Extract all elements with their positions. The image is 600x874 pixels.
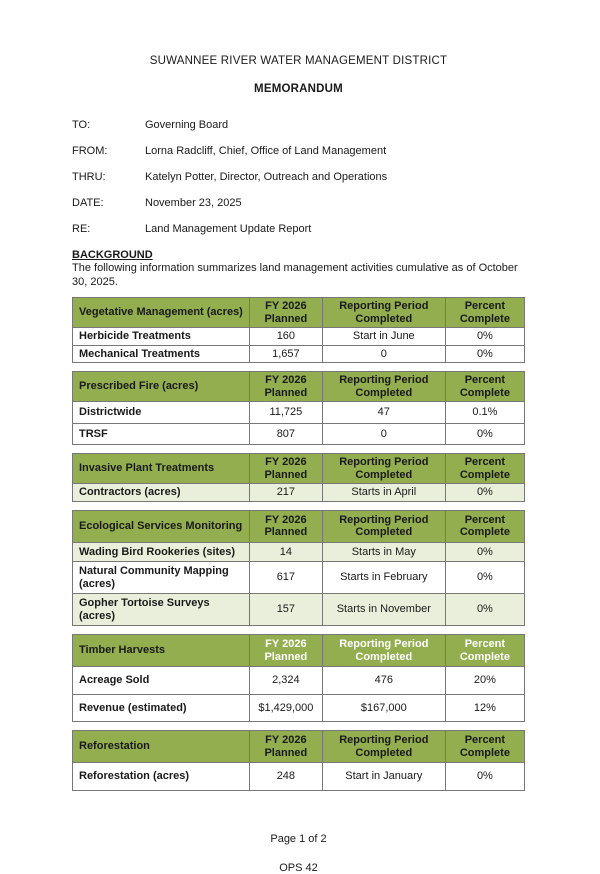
row-value-planned: 248 bbox=[249, 763, 322, 791]
row-value-completed: $167,000 bbox=[322, 694, 445, 722]
table-vegetative-management-acres bbox=[72, 297, 525, 363]
column-header: Percent Complete bbox=[445, 454, 524, 484]
row-value-percent: 0% bbox=[445, 328, 524, 346]
table-ecological-services-monitoring bbox=[72, 510, 525, 627]
table-row bbox=[73, 328, 525, 346]
column-header: FY 2026 Planned bbox=[249, 510, 322, 542]
row-label: Gopher Tortoise Surveys (acres) bbox=[73, 594, 250, 626]
background-paragraph: The following information summarizes land management activities cumulative as of October 30, 2025. bbox=[72, 262, 518, 288]
row-value-completed: Starts in February bbox=[322, 562, 445, 594]
row-value-percent: 12% bbox=[445, 694, 524, 722]
column-header: Percent Complete bbox=[445, 635, 524, 667]
doc-type-title: MEMORANDUM bbox=[254, 83, 343, 95]
row-value-completed: Starts in April bbox=[322, 484, 445, 502]
table-reforestation bbox=[72, 730, 525, 791]
row-value-percent: 0% bbox=[445, 562, 524, 594]
table-header-row bbox=[73, 298, 525, 328]
table-title: Vegetative Management (acres) bbox=[73, 298, 250, 328]
table-title: Prescribed Fire (acres) bbox=[73, 372, 250, 402]
table-row bbox=[73, 694, 525, 722]
table-row bbox=[73, 345, 525, 363]
memo-field-label: RE: bbox=[72, 223, 91, 235]
column-header: Percent Complete bbox=[445, 731, 524, 763]
memo-field-label: THRU: bbox=[72, 171, 106, 183]
column-header: FY 2026 Planned bbox=[249, 731, 322, 763]
row-value-planned: 1,657 bbox=[249, 345, 322, 363]
table-row bbox=[73, 542, 525, 562]
column-header: FY 2026 Planned bbox=[249, 635, 322, 667]
table-title: Timber Harvests bbox=[73, 635, 250, 667]
table-header-row bbox=[73, 510, 525, 542]
row-label: Reforestation (acres) bbox=[73, 763, 250, 791]
tables-container bbox=[72, 297, 525, 791]
memo-field-label: FROM: bbox=[72, 145, 108, 157]
row-value-percent: 0% bbox=[445, 542, 524, 562]
row-value-planned: 11,725 bbox=[249, 402, 322, 424]
column-header: Reporting Period Completed bbox=[322, 298, 445, 328]
page-footer bbox=[72, 833, 525, 874]
memo-field-row bbox=[72, 119, 525, 131]
doc-code: OPS 42 bbox=[279, 861, 318, 874]
memo-field-row bbox=[72, 197, 525, 209]
table-header-row bbox=[73, 731, 525, 763]
memo-header-fields bbox=[72, 119, 525, 235]
table-prescribed-fire-acres bbox=[72, 371, 525, 445]
table-row bbox=[73, 484, 525, 502]
row-value-planned: 2,324 bbox=[249, 667, 322, 695]
row-value-percent: 0% bbox=[445, 423, 524, 445]
row-label: Mechanical Treatments bbox=[73, 345, 250, 363]
column-header: Reporting Period Completed bbox=[322, 372, 445, 402]
row-value-percent: 20% bbox=[445, 667, 524, 695]
row-value-completed: 476 bbox=[322, 667, 445, 695]
column-header: Reporting Period Completed bbox=[322, 510, 445, 542]
row-value-completed: Starts in November bbox=[322, 594, 445, 626]
memo-field-row bbox=[72, 145, 525, 157]
row-value-percent: 0% bbox=[445, 345, 524, 363]
table-header-row bbox=[73, 372, 525, 402]
table-title: Ecological Services Monitoring bbox=[73, 510, 250, 542]
table-row bbox=[73, 594, 525, 626]
table-invasive-plant-treatments bbox=[72, 453, 525, 502]
row-value-planned: 160 bbox=[249, 328, 322, 346]
column-header: FY 2026 Planned bbox=[249, 372, 322, 402]
row-value-planned: 617 bbox=[249, 562, 322, 594]
row-value-planned: 157 bbox=[249, 594, 322, 626]
memo-field-value: Land Management Update Report bbox=[145, 223, 312, 235]
row-value-completed: Start in January bbox=[322, 763, 445, 791]
column-header: Percent Complete bbox=[445, 372, 524, 402]
memo-field-row bbox=[72, 171, 525, 183]
background-heading: BACKGROUND bbox=[72, 249, 153, 261]
row-value-percent: 0% bbox=[445, 484, 524, 502]
table-header-row bbox=[73, 454, 525, 484]
table-row bbox=[73, 423, 525, 445]
row-value-completed: 47 bbox=[322, 402, 445, 424]
table-row bbox=[73, 667, 525, 695]
row-label: Contractors (acres) bbox=[73, 484, 250, 502]
table-row bbox=[73, 562, 525, 594]
table-header-row bbox=[73, 635, 525, 667]
table-row bbox=[73, 402, 525, 424]
row-label: TRSF bbox=[73, 423, 250, 445]
row-label: Herbicide Treatments bbox=[73, 328, 250, 346]
memo-field-value: November 23, 2025 bbox=[145, 197, 242, 209]
row-label: Wading Bird Rookeries (sites) bbox=[73, 542, 250, 562]
memo-field-value: Katelyn Potter, Director, Outreach and Operations bbox=[145, 171, 388, 183]
memo-field-value: Lorna Radcliff, Chief, Office of Land Management bbox=[145, 145, 387, 157]
table-title: Invasive Plant Treatments bbox=[73, 454, 250, 484]
row-value-planned: 14 bbox=[249, 542, 322, 562]
org-title: SUWANNEE RIVER WATER MANAGEMENT DISTRICT bbox=[149, 55, 448, 67]
page-number: Page 1 of 2 bbox=[270, 832, 327, 845]
row-value-percent: 0% bbox=[445, 763, 524, 791]
row-value-completed: Start in June bbox=[322, 328, 445, 346]
table-row bbox=[73, 763, 525, 791]
row-value-planned: 807 bbox=[249, 423, 322, 445]
column-header: Reporting Period Completed bbox=[322, 635, 445, 667]
memo-field-row bbox=[72, 223, 525, 235]
row-label: Acreage Sold bbox=[73, 667, 250, 695]
column-header: Reporting Period Completed bbox=[322, 731, 445, 763]
column-header: FY 2026 Planned bbox=[249, 298, 322, 328]
row-value-planned: 217 bbox=[249, 484, 322, 502]
memo-field-label: DATE: bbox=[72, 197, 104, 209]
column-header: Percent Complete bbox=[445, 298, 524, 328]
row-label: Revenue (estimated) bbox=[73, 694, 250, 722]
row-value-completed: Starts in May bbox=[322, 542, 445, 562]
column-header: FY 2026 Planned bbox=[249, 454, 322, 484]
row-value-percent: 0.1% bbox=[445, 402, 524, 424]
column-header: Percent Complete bbox=[445, 510, 524, 542]
row-value-percent: 0% bbox=[445, 594, 524, 626]
table-title: Reforestation bbox=[73, 731, 250, 763]
table-timber-harvests bbox=[72, 634, 525, 722]
row-label: Natural Community Mapping (acres) bbox=[73, 562, 250, 594]
row-value-completed: 0 bbox=[322, 423, 445, 445]
row-value-planned: $1,429,000 bbox=[249, 694, 322, 722]
memo-field-label: TO: bbox=[72, 119, 91, 131]
row-value-completed: 0 bbox=[322, 345, 445, 363]
row-label: Districtwide bbox=[73, 402, 250, 424]
memo-field-value: Governing Board bbox=[145, 119, 229, 131]
column-header: Reporting Period Completed bbox=[322, 454, 445, 484]
